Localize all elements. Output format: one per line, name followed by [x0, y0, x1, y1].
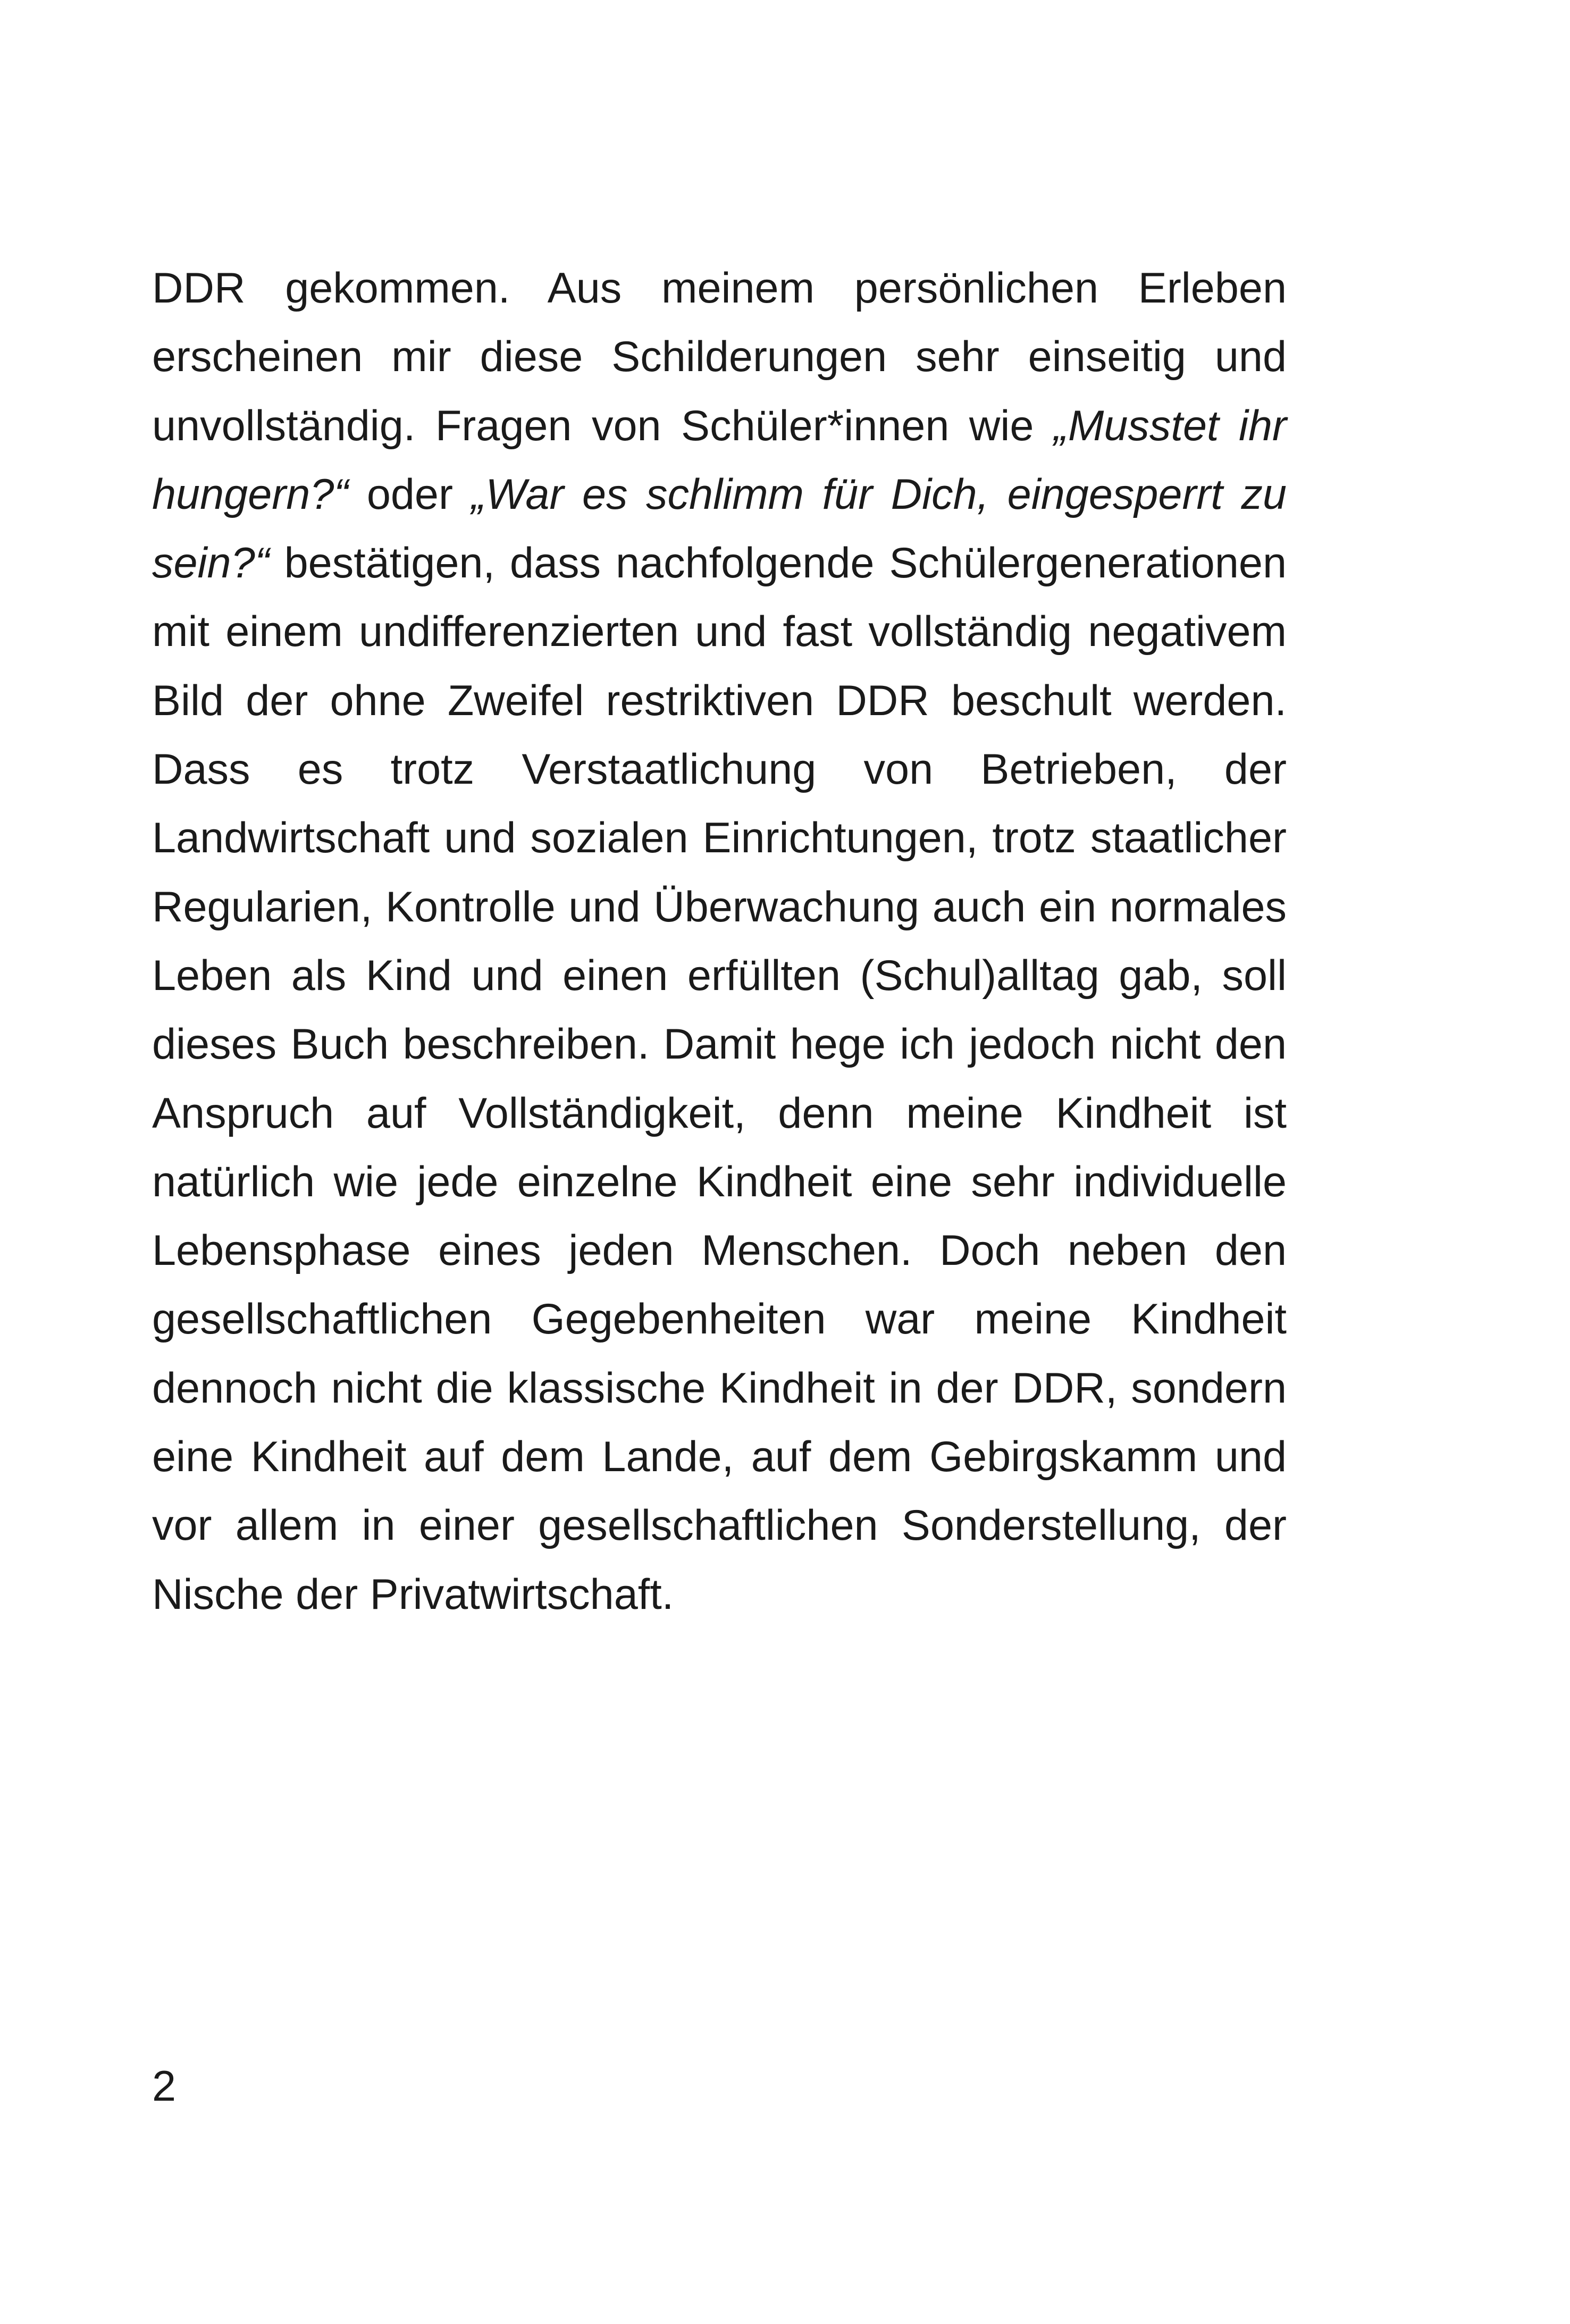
paragraph-text-part-2: oder: [348, 470, 472, 518]
paragraph-text-part-1: DDR gekommen. Aus meinem persönlichen Erleben erscheinen mir diese Schilderungen sehr einseitig und unvollständig. Fragen von Schüler*innen wie: [152, 264, 1287, 450]
italic-quote-locked-in: „War es schlimm für Dich, eingesperrt zu sein?“: [152, 470, 1287, 588]
page-number: 2: [152, 2062, 177, 2110]
italic-quote-hunger: „Musstet ihr hungern?“: [152, 401, 1287, 518]
body-paragraph: [152, 254, 1287, 1629]
paragraph-text-part-3: bestätigen, dass nachfolgende Schülergenerationen mit einem undifferenzierten und fast vollständig negativem Bild der ohne Zweifel restriktiven DDR beschult werden. Dass es trotz Verstaatlichung von Betrieben, der Landwirtschaft und sozialen Einrichtungen, trotz staatlicher Regularien, Kontrolle und Überwachung auch ein normales Leben als Kind und einen erfüllten (Schul)alltag gab, soll dieses Buch beschreiben. Damit hege ich jedoch nicht den Anspruch auf Vollständigkeit, denn meine Kindheit ist natürlich wie jede einzelne Kindheit eine sehr individuelle Lebensphase eines jeden Menschen. Doch neben den gesellschaftlichen Gegebenheiten war meine Kindheit dennoch nicht die klassische Kindheit in der DDR, sondern eine Kindheit auf dem Lande, auf dem Gebirgskamm und vor allem in einer gesellschaftlichen Sonderstellung, der Nische der Privatwirtschaft.: [152, 539, 1287, 1618]
